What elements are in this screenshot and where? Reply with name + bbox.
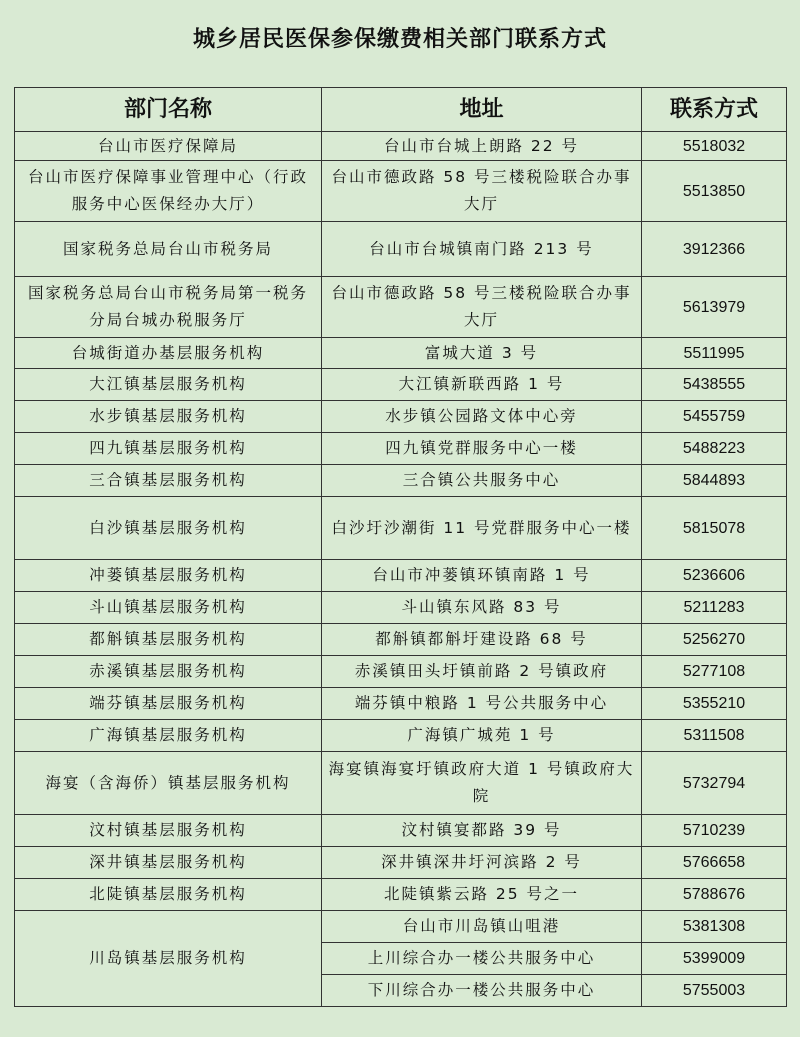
- table-row: [15, 624, 787, 656]
- addr-cell: 汶村镇宴都路 39 号: [322, 815, 642, 847]
- addr-cell: 海宴镇海宴圩镇政府大道 1 号镇政府大院: [322, 752, 642, 815]
- contact-table: [14, 87, 787, 1007]
- phone-cell: 5815078: [642, 497, 787, 560]
- addr-cell: 白沙圩沙潮街 11 号党群服务中心一楼: [322, 497, 642, 560]
- phone-cell: 5455759: [642, 401, 787, 433]
- table-row: [15, 222, 787, 277]
- phone-cell: 5844893: [642, 465, 787, 497]
- table-row: [15, 277, 787, 338]
- addr-cell: 四九镇党群服务中心一楼: [322, 433, 642, 465]
- phone-cell: 5311508: [642, 720, 787, 752]
- table-row: [15, 592, 787, 624]
- dept-cell: 端芬镇基层服务机构: [15, 688, 322, 720]
- addr-cell: 端芬镇中粮路 1 号公共服务中心: [322, 688, 642, 720]
- phone-cell: 5788676: [642, 879, 787, 911]
- phone-cell: 5766658: [642, 847, 787, 879]
- dept-cell-merged: 川岛镇基层服务机构: [15, 911, 322, 1007]
- table-row: [15, 465, 787, 497]
- phone-cell: 5488223: [642, 433, 787, 465]
- addr-cell: 台山市川岛镇山咀港: [322, 911, 642, 943]
- table-row: [15, 338, 787, 369]
- table-row: [15, 369, 787, 401]
- dept-cell: 台城街道办基层服务机构: [15, 338, 322, 369]
- dept-cell: 国家税务总局台山市税务局第一税务分局台城办税服务厅: [15, 277, 322, 338]
- table-header-row: [15, 88, 787, 132]
- table-row: [15, 656, 787, 688]
- table-row: [15, 132, 787, 161]
- dept-cell: 深井镇基层服务机构: [15, 847, 322, 879]
- header-phone: 联系方式: [642, 88, 787, 132]
- dept-cell: 台山市医疗保障局: [15, 132, 322, 161]
- phone-cell: 5755003: [642, 975, 787, 1007]
- page-title: 城乡居民医保参保缴费相关部门联系方式: [192, 27, 607, 52]
- phone-cell: 5236606: [642, 560, 787, 592]
- addr-cell: 北陡镇紫云路 25 号之一: [322, 879, 642, 911]
- table-row: [15, 911, 787, 943]
- addr-cell: 台山市冲蒌镇环镇南路 1 号: [322, 560, 642, 592]
- addr-cell: 富城大道 3 号: [322, 338, 642, 369]
- addr-cell: 台山市台城上朗路 22 号: [322, 132, 642, 161]
- addr-cell: 大江镇新联西路 1 号: [322, 369, 642, 401]
- table-row: [15, 688, 787, 720]
- dept-cell: 四九镇基层服务机构: [15, 433, 322, 465]
- dept-cell: 海宴（含海侨）镇基层服务机构: [15, 752, 322, 815]
- phone-cell: 5513850: [642, 161, 787, 222]
- addr-cell: 斗山镇东风路 83 号: [322, 592, 642, 624]
- phone-cell: 5511995: [642, 338, 787, 369]
- dept-cell: 三合镇基层服务机构: [15, 465, 322, 497]
- table-row: [15, 879, 787, 911]
- table-row: [15, 497, 787, 560]
- addr-cell: 赤溪镇田头圩镇前路 2 号镇政府: [322, 656, 642, 688]
- phone-cell: 5518032: [642, 132, 787, 161]
- addr-cell: 水步镇公园路文体中心旁: [322, 401, 642, 433]
- dept-cell: 国家税务总局台山市税务局: [15, 222, 322, 277]
- header-dept: 部门名称: [15, 88, 322, 132]
- dept-cell: 白沙镇基层服务机构: [15, 497, 322, 560]
- table-row: [15, 560, 787, 592]
- addr-cell: 台山市德政路 58 号三楼税险联合办事大厅: [322, 277, 642, 338]
- addr-cell: 广海镇广城苑 1 号: [322, 720, 642, 752]
- dept-cell: 台山市医疗保障事业管理中心（行政服务中心医保经办大厅）: [15, 161, 322, 222]
- dept-cell: 大江镇基层服务机构: [15, 369, 322, 401]
- phone-cell: 5613979: [642, 277, 787, 338]
- phone-cell: 5399009: [642, 943, 787, 975]
- table-row: [15, 433, 787, 465]
- addr-cell: 台山市台城镇南门路 213 号: [322, 222, 642, 277]
- phone-cell: 5277108: [642, 656, 787, 688]
- addr-cell: 台山市德政路 58 号三楼税险联合办事大厅: [322, 161, 642, 222]
- table-row: [15, 815, 787, 847]
- addr-cell: 三合镇公共服务中心: [322, 465, 642, 497]
- dept-cell: 汶村镇基层服务机构: [15, 815, 322, 847]
- dept-cell: 斗山镇基层服务机构: [15, 592, 322, 624]
- addr-cell: 下川综合办一楼公共服务中心: [322, 975, 642, 1007]
- phone-cell: 5732794: [642, 752, 787, 815]
- table-row: [15, 161, 787, 222]
- phone-cell: 3912366: [642, 222, 787, 277]
- table-row: [15, 401, 787, 433]
- phone-cell: 5381308: [642, 911, 787, 943]
- addr-cell: 上川综合办一楼公共服务中心: [322, 943, 642, 975]
- dept-cell: 北陡镇基层服务机构: [15, 879, 322, 911]
- phone-cell: 5256270: [642, 624, 787, 656]
- dept-cell: 广海镇基层服务机构: [15, 720, 322, 752]
- phone-cell: 5438555: [642, 369, 787, 401]
- table-row: [15, 752, 787, 815]
- dept-cell: 水步镇基层服务机构: [15, 401, 322, 433]
- dept-cell: 冲蒌镇基层服务机构: [15, 560, 322, 592]
- dept-cell: 都斛镇基层服务机构: [15, 624, 322, 656]
- addr-cell: 深井镇深井圩河滨路 2 号: [322, 847, 642, 879]
- addr-cell: 都斛镇都斛圩建设路 68 号: [322, 624, 642, 656]
- phone-cell: 5211283: [642, 592, 787, 624]
- phone-cell: 5710239: [642, 815, 787, 847]
- dept-cell: 赤溪镇基层服务机构: [15, 656, 322, 688]
- table-row: [15, 720, 787, 752]
- header-addr: 地址: [322, 88, 642, 132]
- phone-cell: 5355210: [642, 688, 787, 720]
- table-row: [15, 847, 787, 879]
